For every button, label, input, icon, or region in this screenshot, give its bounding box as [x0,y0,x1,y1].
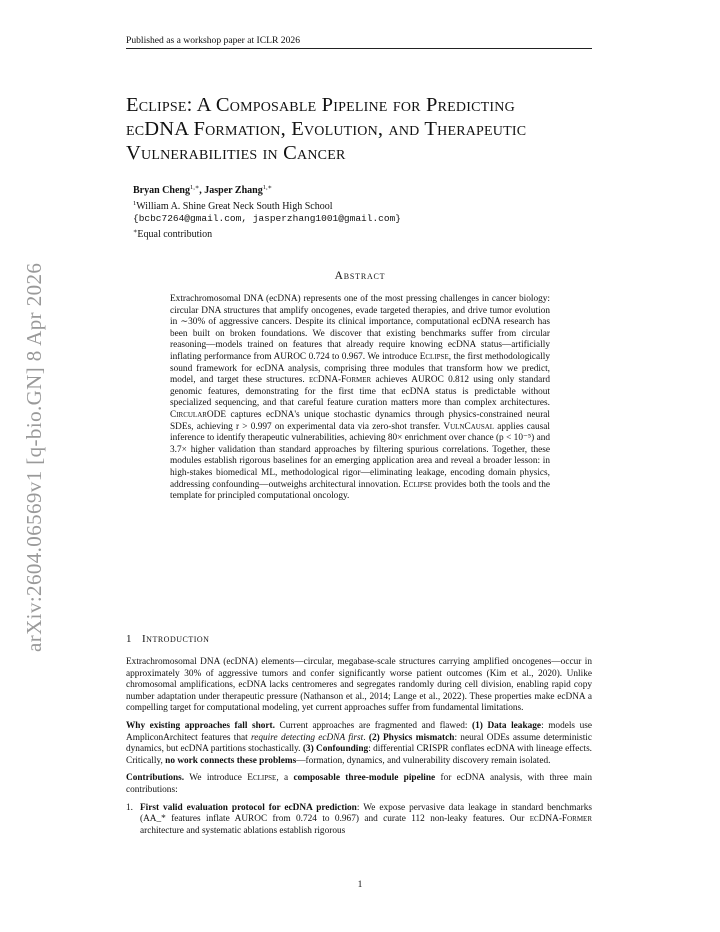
section-title: Introduction [142,633,210,645]
author-separator: , [199,185,205,196]
text-run: . [363,732,369,743]
bold-run: (2) Physics mismatch [368,732,455,743]
abstract-text [170,294,550,503]
section-heading [126,633,209,645]
abstract-part: Extrachromosomal DNA (ecDNA) represents one of the most pressing challenges in cancer biology: circular DNA structures that amplify oncogenes, evade targeted therapies, and drive tumor evolution in ∼30% of aggressive cancers. Despite its clinical importance, computational ecDNA research has been built on broken foundations. We discover that existing benchmarks suffer from circular reasoning—models trained on features that already require knowing ecDNA status—artificially inflating performance from AUROC 0.724 to 0.967. We introduce [170,294,550,362]
abstract-part: achieves AUROC 0.812 using only standard genomic features, demonstrating for the first time that ecDNA status is predictable without specialized sequencing, and that careful feature curation matters more than complex architectures. [170,375,550,409]
paragraph [126,721,592,767]
section-number: 1 [126,633,132,645]
affiliation-mark: 1 [133,199,137,207]
author-name: Jasper Zhang [204,185,263,196]
introduction-body [126,657,592,837]
affiliation-text: William A. Shine Great Neck South High School [136,200,333,212]
equal-note-text: Equal contribution [137,228,213,240]
abstract-part: provides both the tools and the template for principled computational oncology. [170,479,550,502]
author-block [133,182,401,241]
paragraph: Extrachromosomal DNA (ecDNA) elements—circular, megabase-scale structures carrying amplified oncogenes—occur in approximately 30% of aggressive tumors and confer significantly worse patient outcomes (Kim et al., 2020). Unlike chromosomal amplifications, ecDNA lacks centromeres and segregates randomly during cell division, enabling rapid copy number adaptation under therapeutic pressure (Nathanson et al., 2014; Lange et al., 2022). These properties make ecDNA a compelling target for computational modeling, yet current approaches suffer from fundamental limitations. [126,657,592,714]
list-item [126,803,592,838]
method-name: VulnCausal [443,421,495,432]
author-names [133,182,401,198]
abstract-part: , the first methodologically sound framework for ecDNA analysis, comprising three modules that transform how we predict, model, and target these structures. [170,351,550,386]
text-run: : We expose pervasive data leakage in standard benchmarks (AA_* features inflate AUROC from 0.724 to 0.967) and curate 112 non-leaky features. Our [140,802,592,825]
method-name: Eclipse [247,773,277,784]
list-number: 1. [126,802,133,813]
text-run: for ecDNA analysis, with three main contributions: [126,773,592,795]
title-line: ecDNA Formation, Evolution, and Therapeutic [126,118,527,140]
text-run: architecture and systematic ablations establish rigorous [140,825,346,836]
page-number: 1 [357,880,363,890]
arxiv-stamp: arXiv:2604.06569v1 [q-bio.GN] 8 Apr 2026 [22,262,46,652]
equal-mark: ∗ [133,227,138,235]
text-run: , a [276,773,294,784]
method-name: Eclipse [402,479,432,490]
paper-title [126,93,606,165]
abstract-part: captures ecDNA's unique stochastic dynamics through physics-constrained neural SDEs, achieving r > 0.997 on experimental data via zero-shot transfer. [170,409,550,432]
bold-run: First valid evaluation protocol for ecDNA prediction [140,802,357,813]
italic-run: require detecting ecDNA first [250,732,364,743]
abstract-part: applies causal inference to identify therapeutic vulnerabilities, achieving 80× enrichment over chance (p < 10⁻⁵) and 3.7× higher validation than standard approaches by filtering spurious correlations. Together, these modules establish rigorous baselines for an emerging application area and reveal a broader lesson: in high-stakes biomedical ML, methodological rigor—eliminating leakage, encoding domain physics, addressing confounding—outweighs architectural innovation. [170,421,550,490]
bold-run: (3) Confounding [302,744,369,755]
abstract-heading: Abstract [334,270,386,282]
text-run: —formation, dynamics, and vulnerability discovery remain isolated. [296,755,551,766]
method-name: CircularODE [170,409,227,420]
list-item-text [140,803,592,838]
affiliation [133,198,401,214]
paragraph-lead: Contributions. [126,773,185,784]
text-run: : models use AmpliconArchitect features that [126,720,592,743]
title-line: Eclipse: A Composable Pipeline for Predicting [126,94,515,116]
equal-contribution-note [133,226,401,242]
method-name: Eclipse [419,351,449,362]
text-run: We introduce [184,773,248,784]
text-run: Current approaches are fragmented and flawed: [274,720,473,731]
bold-run: (1) Data leakage [472,720,542,731]
text-run: : neural ODEs assume deterministic dynamics, but ecDNA partitions stochastically. [126,732,592,755]
paragraph [126,773,592,796]
method-name: ecDNA-Former [529,814,592,825]
bold-run: no work connects these problems [165,755,297,766]
author-mark: 1,∗ [189,184,200,191]
method-name: ecDNA-Former [308,375,372,386]
bold-run: composable three-module pipeline [293,773,436,784]
author-mark: 1,∗ [262,184,272,191]
running-header: Published as a workshop paper at ICLR 2026 [126,35,592,49]
paragraph-lead: Why existing approaches fall short. [126,720,275,731]
author-emails: {bcbc7264@gmail.com, jasperzhang1001@gmail.com} [133,213,401,224]
title-line: Vulnerabilities in Cancer [126,142,346,164]
text-run: : differential CRISPR conflates ecDNA with lineage effects. Critically, [126,744,593,766]
author-name: Bryan Cheng [133,185,190,196]
